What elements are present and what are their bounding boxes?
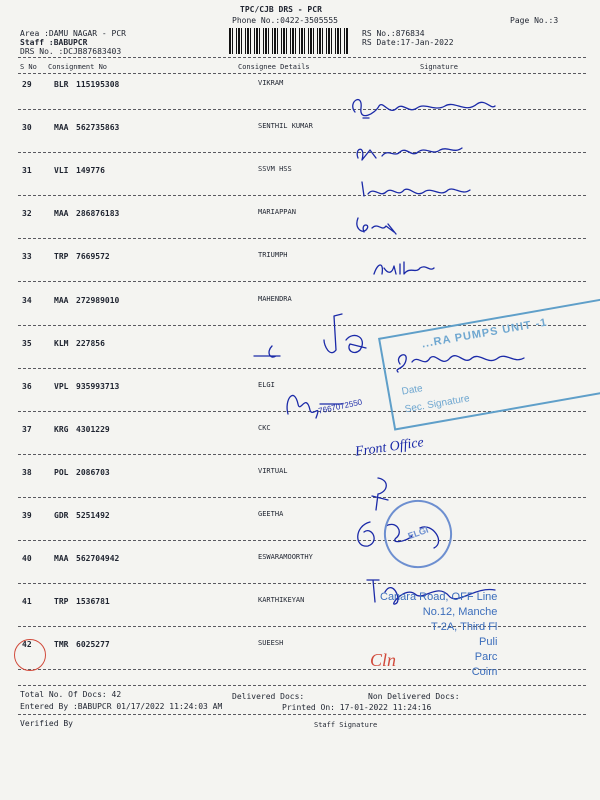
row-sno: 29 — [22, 80, 32, 89]
row-consignment-number: 227856 — [76, 339, 105, 348]
row-origin-code: VPL — [54, 382, 69, 391]
row-consignee: CKC — [258, 424, 271, 432]
stamp-title: ...RA PUMPS UNIT -1 — [420, 316, 549, 351]
row-divider — [18, 152, 586, 153]
row-sno: 41 — [22, 597, 32, 606]
row-origin-code: GDR — [54, 511, 69, 520]
divider — [18, 57, 586, 58]
rs-date: RS Date:17-Jan-2022 — [362, 38, 454, 47]
row-origin-code: KRG — [54, 425, 69, 434]
row-consignment-number: 5251492 — [76, 511, 110, 520]
seal-text: ELGI — [406, 524, 430, 542]
entered-by: Entered By :BABUPCR 01/17/2022 11:24:03 AM — [20, 702, 223, 711]
row-consignment-number: 4301229 — [76, 425, 110, 434]
row-consignment-number: 562735863 — [76, 123, 120, 132]
handwritten-cln: Cln — [370, 650, 397, 670]
row-consignment-number: 272989010 — [76, 296, 120, 305]
report-title: TPC/CJB DRS - PCR — [240, 5, 322, 14]
signature-row-33 — [370, 256, 440, 278]
row-sno: 39 — [22, 511, 32, 520]
row-origin-code: TMR — [54, 640, 69, 649]
address-stamp — [380, 590, 497, 680]
divider — [18, 73, 586, 74]
signature-row-32 — [352, 214, 402, 240]
row-consignment-number: 7669572 — [76, 252, 110, 261]
staff-signature: Staff Signature — [314, 721, 378, 729]
row-origin-code: MAA — [54, 554, 69, 563]
row-origin-code: VLI — [54, 166, 69, 175]
red-circle-mark — [14, 639, 46, 671]
row-consignment-number: 1536781 — [76, 597, 110, 606]
row-consignment-number: 935993713 — [76, 382, 120, 391]
row-divider — [18, 281, 586, 282]
row-divider — [18, 626, 586, 627]
row-sno: 40 — [22, 554, 32, 563]
row-divider — [18, 195, 586, 196]
divider — [18, 685, 586, 686]
row-divider — [18, 540, 586, 541]
total-docs: Total No. Of Docs: 42 — [20, 690, 122, 699]
row-consignee: MAHENDRA — [258, 295, 292, 303]
signature-row-31 — [358, 180, 478, 206]
address-line: Parc — [474, 651, 498, 663]
handwritten-front-office: Front Office — [354, 435, 425, 460]
row-sno: 42 — [22, 640, 32, 649]
row-sno: 31 — [22, 166, 32, 175]
row-divider — [18, 454, 586, 455]
address-line: Puli — [479, 636, 498, 648]
staff-label: Staff :BABUPCR — [20, 38, 88, 47]
row-consignee: SSVM HSS — [258, 165, 292, 173]
rs-number: RS No.:876834 — [362, 29, 425, 38]
address-line: T-2A, Third Fl — [430, 621, 498, 633]
address-line: Coim — [471, 666, 498, 678]
row-consignee: VIKRAM — [258, 79, 284, 87]
area-label: Area :DAMU NAGAR - PCR — [20, 29, 126, 38]
row-sno: 35 — [22, 339, 32, 348]
row-consignee: KARTHIKEYAN — [258, 596, 305, 604]
delivered-docs: Delivered Docs: — [232, 692, 305, 701]
row-origin-code: TRP — [54, 252, 69, 261]
row-sno: 37 — [22, 425, 32, 434]
row-sno: 33 — [22, 252, 32, 261]
column-header-consignment: Consignment No — [48, 63, 108, 71]
printed-on: Printed On: 17-01-2022 11:24:16 — [282, 703, 432, 712]
row-consignment-number: 286876183 — [76, 209, 120, 218]
row-sno: 30 — [22, 123, 32, 132]
non-delivered-docs: Non Delivered Docs: — [368, 692, 460, 701]
row-consignee: MARIAPPAN — [258, 208, 296, 216]
row-sno: 34 — [22, 296, 32, 305]
row-consignment-number: 149776 — [76, 166, 105, 175]
row-consignee: VIRTUAL — [258, 467, 288, 475]
row-sno: 38 — [22, 468, 32, 477]
row-divider — [18, 238, 586, 239]
address-line: Canara Road, OFF Line — [380, 591, 498, 603]
handwritten-phone: 7667072550 — [317, 397, 363, 416]
page-number: Page No.:3 — [510, 16, 559, 25]
drs-number: DRS No. :DCJB87683403 — [20, 47, 122, 56]
row-consignee: ELGI — [258, 381, 275, 389]
row-consignment-number: 115195308 — [76, 80, 120, 89]
row-consignment-number: 6025277 — [76, 640, 110, 649]
stamp-date: Date — [400, 383, 424, 398]
row-consignment-number: 562704942 — [76, 554, 120, 563]
row-origin-code: KLM — [54, 339, 69, 348]
row-consignment-number: 2086703 — [76, 468, 110, 477]
phone-number: Phone No.:0422-3505555 — [232, 16, 338, 25]
column-header-signature: Signature — [420, 63, 458, 71]
divider — [18, 714, 586, 715]
stamp-signature: Sec. Signature — [403, 393, 471, 416]
row-consignee: ESWARAMOORTHY — [258, 553, 313, 561]
row-origin-code: POL — [54, 468, 69, 477]
row-divider — [18, 497, 586, 498]
row-origin-code: TRP — [54, 597, 69, 606]
signature-row-30 — [352, 138, 472, 168]
signature-row-34-35 — [250, 310, 380, 370]
row-origin-code: BLR — [54, 80, 69, 89]
signature-row-29 — [345, 92, 505, 132]
column-header-sno: S No — [20, 63, 37, 71]
barcode — [229, 28, 349, 54]
row-sno: 36 — [22, 382, 32, 391]
address-line: No.12, Manche — [422, 606, 498, 618]
column-header-consignee: Consignee Details — [238, 63, 310, 71]
row-consignee: SUEESH — [258, 639, 284, 647]
row-origin-code: MAA — [54, 123, 69, 132]
row-origin-code: MAA — [54, 296, 69, 305]
row-consignee: GEETHA — [258, 510, 284, 518]
row-origin-code: MAA — [54, 209, 69, 218]
verified-by: Verified By — [20, 719, 73, 728]
row-sno: 32 — [22, 209, 32, 218]
row-divider — [18, 669, 586, 670]
row-consignee: SENTHIL KUMAR — [258, 122, 313, 130]
row-consignee: TRIUMPH — [258, 251, 288, 259]
